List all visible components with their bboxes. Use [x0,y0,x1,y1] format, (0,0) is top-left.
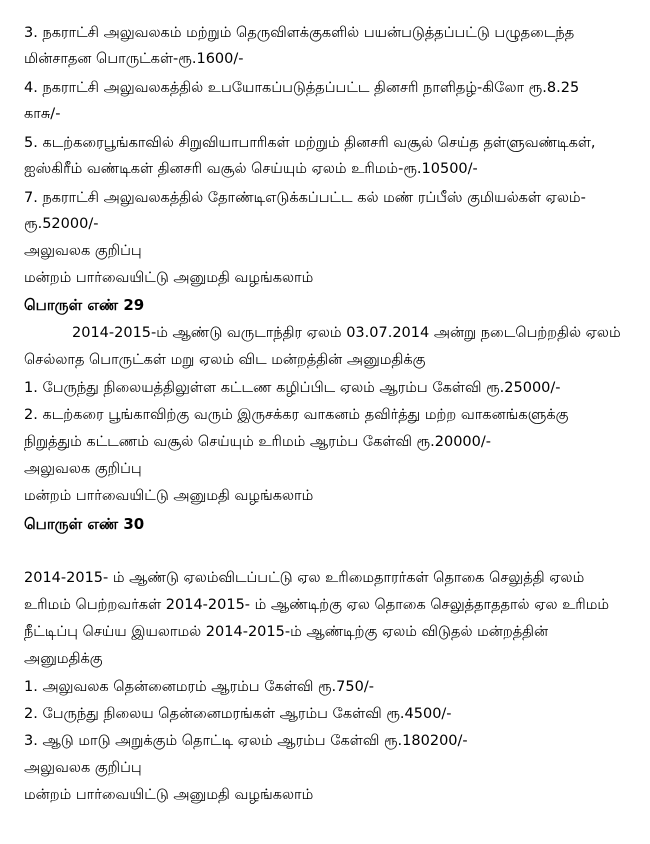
item4-line1: 4. நகராட்சி அலுவலகத்தில் உபயோகப்படுத்தப்பட்ட தினசரி நாளிதழ்-கிலோ ரூ.8.25 [24,80,580,96]
item30-heading: பொருள் எண் 30 [24,515,145,533]
item29-council-note: மன்றம் பார்வையிட்டு அனுமதி வழங்கலாம் [24,488,314,504]
item3-line2: மின்சாதன பொருட்கள்-ரூ.1600/- [24,51,244,67]
item7-line2: ரூ.52000/- [24,216,99,232]
item5-line2: ஐஸ்கிரீம் வண்டிகள் தினசரி வசூல் செய்யும் ஏலம் உரிமம்-ரூ.10500/- [24,161,478,177]
item30-point2: 2. பேருந்து நிலைய தென்னைமரங்கள் ஆரம்ப கேள்வி ரூ.4500/- [24,706,452,722]
item29-point2-line2: நிறுத்தும் கட்டணம் வசூல் செய்யும் உரிமம் ஆரம்ப கேள்வி ரூ.20000/- [24,434,492,450]
item29-intro-line2: செல்லாத பொருட்கள் மறு ஏலம் விட மன்றத்தின் அனுமதிக்கு [24,352,426,368]
item4-line2: காசு/- [24,106,61,122]
item30-council-note: மன்றம் பார்வையிட்டு அனுமதி வழங்கலாம் [24,787,314,803]
item29-point2-line1: 2. கடற்கரை பூங்காவிற்கு வரும் இருசக்கர வாகனம் தவிர்த்து மற்ற வாகனங்களுக்கு [24,407,569,423]
item29-point1: 1. பேருந்து நிலையத்திலுள்ள கட்டண கழிப்பிட ஏலம் ஆரம்ப கேள்வி ரூ.25000/- [24,380,561,396]
item29-intro-line1: 2014-2015-ம் ஆண்டு வருடாந்திர ஏலம் 03.07.2014 அன்று நடைபெற்றதில் ஏலம் [72,325,621,341]
item30-intro-line1: 2014-2015- ம் ஆண்டு ஏலம்விடப்பட்டு ஏல உரிமைதாரர்கள் தொகை செலுத்தி ஏலம் [24,570,585,586]
item30-intro-line4: அனுமதிக்கு [24,651,103,667]
office-note: அலுவலக குறிப்பு [24,243,142,259]
item3-line1: 3. நகராட்சி அலுவலகம் மற்றும் தெருவிளக்குகளில் பயன்படுத்தப்பட்டு பழுதடைந்த [24,25,575,41]
item5-line1: 5. கடற்கரைபூங்காவில் சிறுவியாபாரிகள் மற்றும் தினசரி வசூல் செய்த தள்ளுவண்டிகள், [24,135,596,151]
item30-point1: 1. அலுவலக தென்னைமரம் ஆரம்ப கேள்வி ரூ.750/- [24,679,374,695]
item30-intro-line3: நீட்டிப்பு செய்ய இயலாமல் 2014-2015-ம் ஆண்டிற்கு ஏலம் விடுதல் மன்றத்தின் [24,624,549,640]
item30-intro-line2: உரிமம் பெற்றவர்கள் 2014-2015- ம் ஆண்டிற்கு ஏல தொகை செலுத்தாததால் ஏல உரிமம் [24,597,610,613]
item29-office-note: அலுவலக குறிப்பு [24,461,142,477]
council-note: மன்றம் பார்வையிட்டு அனுமதி வழங்கலாம் [24,270,314,286]
item29-heading: பொருள் எண் 29 [24,296,145,314]
item30-point3: 3. ஆடு மாடு அறுக்கும் தொட்டி ஏலம் ஆரம்ப கேள்வி ரூ.180200/- [24,733,468,749]
item7-line1: 7. நகராட்சி அலுவலகத்தில் தோண்டிஎடுக்கப்பட்ட கல் மண் ரப்பீஸ் குமியல்கள் ஏலம்- [24,190,586,206]
item30-office-note: அலுவலக குறிப்பு [24,760,142,776]
